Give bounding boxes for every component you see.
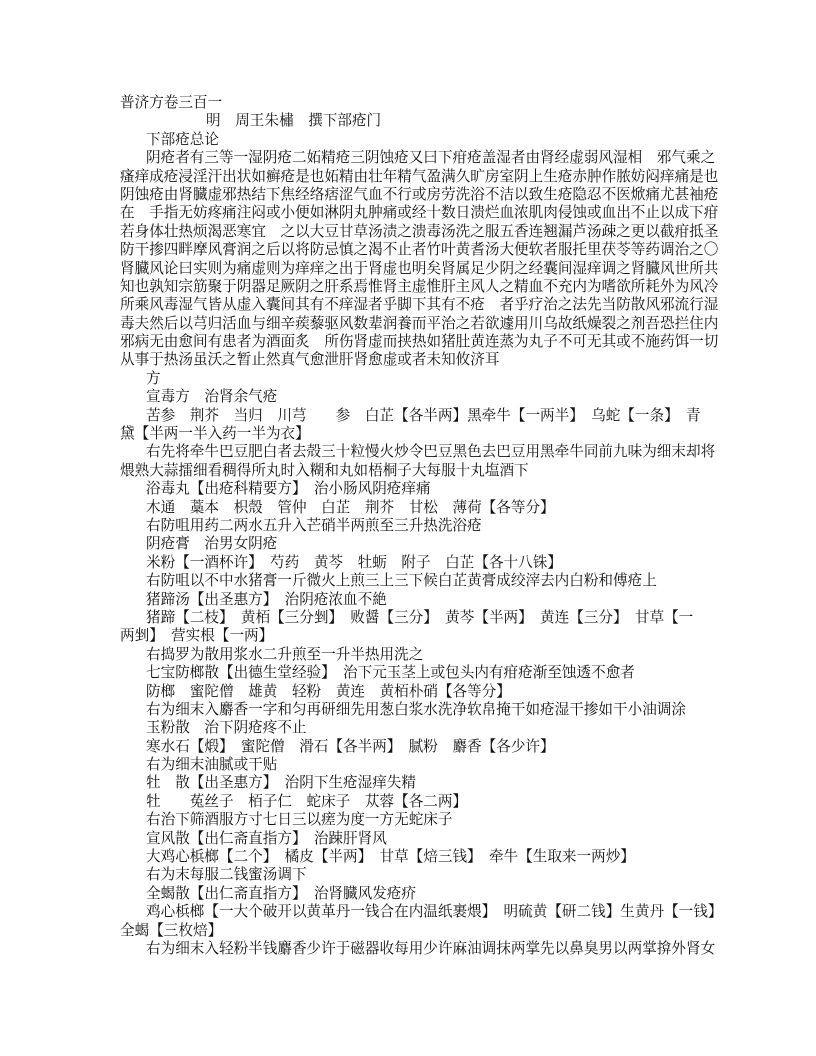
intro-line: 从事于热汤虽沃之暂止然真气愈泄肝肾愈虚或者未知攸济耳 bbox=[120, 351, 500, 369]
intro-paragraph bbox=[120, 149, 719, 370]
recipe-line: 全蝎【三枚焙】 bbox=[120, 921, 223, 939]
intro-line: 邪病无由愈间有患者为酒面炙 所伤肾虚而挟热如猪肚黄连蒸为丸子不可无其或不施药饵一切 bbox=[120, 333, 719, 351]
intro-line: 瘙痒成疮浸淫汗出状如癣疮是也妬精由壮年精气盈满久旷房室阴上生疮赤肿作脓妨闷痒痛是也 bbox=[120, 167, 719, 185]
intro-line: 防干掺四畔摩风膏润之后以将防忌慎之渴不止者竹叶黄耆汤大便软者服托里茯苓等药调治之〇 bbox=[120, 241, 719, 259]
recipe-line: 浴毒丸【出疮科精要方】 治小肠风阴疮痒痛 bbox=[146, 480, 431, 498]
recipe-line: 两剉】 营实根【一两】 bbox=[120, 627, 274, 645]
intro-line: 肾臓风论曰实则为痛虚则为痒痒之出于肾虚也明矣肾属足少阴之经囊间湿痒调之肾臓风世所共 bbox=[120, 259, 719, 277]
recipe-line: 右防咀用药二两水五升入芒硝半两煎至三升热洗浴疮 bbox=[146, 516, 482, 534]
fang-heading: 方 bbox=[146, 369, 161, 387]
recipe-line: 右捣罗为散用浆水二升煎至一升半热用洗之 bbox=[146, 645, 424, 663]
intro-line: 阴疮者有三等一湿阴疮二妬精疮三阴蚀疮又曰下疳疮盖湿者由肾经虚弱风湿相 邪气乘之 bbox=[146, 149, 716, 167]
intro-line: 若身体壮热烦渴恶寒宜 之以大豆甘草汤渍之溃毒汤洗之服五香连翘漏芦汤疎之更以截疳抵圣 bbox=[120, 222, 719, 240]
recipe-line: 七宝防榔散【出德生堂经验】 治下元玉茎上或包头内有疳疮渐至蚀透不愈者 bbox=[146, 664, 635, 682]
recipe-line: 苦参 荆芥 当归 川芎 参 白芷【各半两】黑牵牛【一两半】 乌蛇【一条】 青 bbox=[146, 406, 701, 424]
recipe-line: 右防咀以不中水猪膏一斤微火上煎三上三下候白芷黄膏成绞滓去内白粉和傅疮上 bbox=[146, 572, 657, 590]
recipe-line: 煨熟大蒜擂细看稠得所丸时入糊和丸如梧桐子大每服十丸塩酒下 bbox=[120, 461, 529, 479]
recipe-line: 鸡心梹榔【一大个破开以黄革丹一钱合在内温纸裹煨】 明硫黄【研二钱】生黄丹【一钱】 bbox=[146, 903, 723, 921]
intro-line: 知也孰知宗筋聚于阴器足厥阴之肝系焉惟肾主虚惟肝主风人之精血不充内为嗜欲所耗外为风冷 bbox=[120, 277, 719, 295]
author-line: 明 周王朱橚 撰下部疮门 bbox=[206, 112, 382, 130]
recipe-line: 阴疮膏 治男女阴疮 bbox=[146, 535, 278, 553]
recipe-line: 右为细末油腻或干贴 bbox=[146, 756, 278, 774]
recipe-line: 猪蹄汤【出圣惠方】 治阴疮浓血不絶 bbox=[146, 590, 387, 608]
recipe-line: 右为末每服二钱蜜汤调下 bbox=[146, 866, 307, 884]
intro-line: 所乘风毒湿气皆从虚入囊间其有不痒湿者乎脚下其有不疮 者乎疗治之法先当防散风邪流行湿 bbox=[120, 296, 719, 314]
recipe-line: 全蝎散【出仁斋直指方】 治肾臓风发疮疥 bbox=[146, 884, 416, 902]
recipe-line: 右先将牵牛巴豆肥白者去殻三十粒慢火炒令巴豆黑色去巴豆用黑牵牛同前九味为细末却将 bbox=[146, 443, 716, 461]
recipe-list bbox=[120, 388, 723, 958]
recipe-line: 黛【半两一半入药一半为衣】 bbox=[120, 425, 310, 443]
recipe-line: 宣毒方 治肾余气疮 bbox=[146, 388, 278, 406]
book-title: 普济方卷三百一 bbox=[120, 94, 223, 111]
recipe-line: 防榔 蜜陀僧 雄黄 轻粉 黄连 黄栢朴硝【各等分】 bbox=[146, 682, 511, 700]
recipe-line: 牡 菟丝子 栢子仁 蛇床子 苁蓉【各二两】 bbox=[146, 792, 468, 810]
document-page bbox=[120, 94, 723, 958]
recipe-line: 右治下筛酒服方寸七日三以瘥为度一方无蛇床子 bbox=[146, 811, 453, 829]
recipe-line: 牡 散【出圣惠方】 治阴下生疮湿痒失精 bbox=[146, 774, 416, 792]
section-title: 下部疮总论 bbox=[146, 130, 219, 148]
recipe-line: 右为细末入轻粉半钱麝香少许于磁器收每用少许麻油调抹两掌先以鼻臭男以两掌揜外肾女 bbox=[146, 939, 716, 957]
recipe-line: 玉粉散 治下阴疮疼不止 bbox=[146, 719, 307, 737]
recipe-line: 猪蹄【二枝】 黄栢【三分剉】 败醤【三分】 黄芩【半两】 黄连【三分】 甘草【一 bbox=[146, 608, 694, 626]
recipe-line: 右为细末入麝香一字和匀再研细先用葱白浆水洗净软帛掩干如疮湿干掺如干小油调涂 bbox=[146, 700, 686, 718]
recipe-line: 大鸡心梹榔【二个】 橘皮【半两】 甘草【焙三钱】 牵牛【生取来一两炒】 bbox=[146, 848, 635, 866]
intro-line: 在 手指无妨疼痛注闷或小便如淋阴丸肿痛或经十数日溃烂血浓肌肉侵蚀或血出不止以成下疳 bbox=[120, 204, 719, 222]
intro-line: 毒夫然后以芎归活血与细辛蒺藜驱风数辈润養而平治之若欲遽用川乌故纸燥裂之剂吾恐拦住内 bbox=[120, 314, 719, 332]
recipe-line: 寒水石【煅】 蜜陀僧 滑石【各半两】 腻粉 麝香【各少许】 bbox=[146, 737, 555, 755]
intro-line: 阴蚀疮由肾臓虚邪热结下焦经络痞涩气血不行或房劳洗浴不洁以致生疮隐忍不医焮痛尤甚袖疮 bbox=[120, 185, 719, 203]
recipe-line: 米粉【一酒杯许】 芍药 黄芩 牡蛎 附子 白芷【各十八铢】 bbox=[146, 553, 562, 571]
recipe-line: 木通 藁本 枳殼 管仲 白芷 荆芥 甘松 薄荷【各等分】 bbox=[146, 498, 555, 516]
recipe-line: 宣风散【出仁斋直指方】 治踈肝肾风 bbox=[146, 829, 387, 847]
